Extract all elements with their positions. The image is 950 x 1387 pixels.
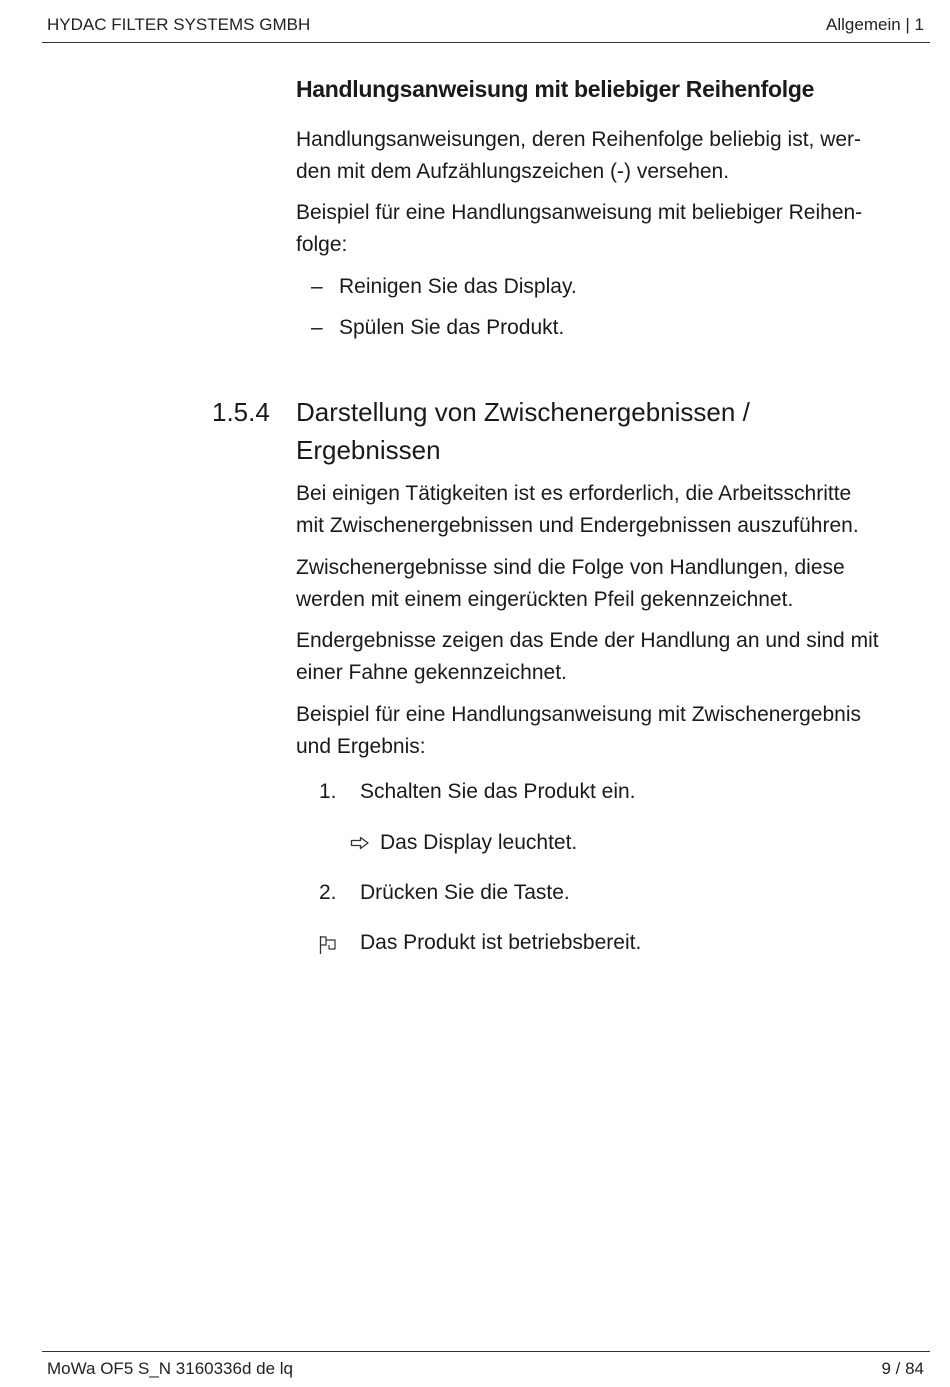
step-number: 2. xyxy=(319,881,337,904)
flag-icon xyxy=(319,933,337,964)
list-item xyxy=(311,312,564,343)
intermediate-result xyxy=(350,827,577,859)
para-line: Beispiel für eine Handlungsanweisung mit beliebiger Reihen- xyxy=(296,201,863,224)
section-number: 1.5.4 xyxy=(212,397,270,427)
step-number: 1. xyxy=(319,780,337,803)
heading-arbitrary-order: Handlungsanweisung mit beliebiger Reihenfolge xyxy=(296,76,815,102)
section-title xyxy=(296,393,896,469)
para-line: mit Zwischenergebnissen und Endergebnissen auszuführen. xyxy=(296,513,859,537)
para-line: Bei einigen Tätigkeiten ist es erforderlich, die Arbeitsschritte xyxy=(296,482,852,505)
list-item xyxy=(311,271,577,302)
paragraph-arbitrary-example xyxy=(296,197,926,260)
para-line: den mit dem Aufzählungszeichen (-) versehen. xyxy=(296,159,730,183)
final-result-text: Das Produkt ist betriebsbereit. xyxy=(360,931,642,954)
section-title-line: Ergebnissen xyxy=(296,435,441,465)
paragraph-intermediate xyxy=(296,552,926,615)
footer-document: MoWa OF5 S_N 3160336d de lq xyxy=(47,1359,294,1378)
hollow-arrow-icon xyxy=(350,828,380,859)
footer-page-number: 9 / 84 xyxy=(881,1359,924,1378)
paragraph-arbitrary-intro xyxy=(296,124,926,187)
para-line: Zwischenergebnisse sind die Folge von Handlungen, diese xyxy=(296,556,845,579)
step-text: Drücken Sie die Taste. xyxy=(360,881,570,904)
paragraph-final xyxy=(296,625,926,688)
intermediate-result-text: Das Display leuchtet. xyxy=(380,831,578,854)
step-text: Schalten Sie das Produkt ein. xyxy=(360,780,636,803)
section-title-line: Darstellung von Zwischenergebnissen / xyxy=(296,397,750,427)
header-section: Allgemein | 1 xyxy=(826,15,924,34)
paragraph-example xyxy=(296,699,926,762)
para-line: folge: xyxy=(296,232,348,256)
list-item-text: Reinigen Sie das Display. xyxy=(339,275,577,298)
footer-divider xyxy=(42,1351,930,1352)
para-line: werden mit einem eingerückten Pfeil gekennzeichnet. xyxy=(296,587,794,611)
para-line: Beispiel für eine Handlungsanweisung mit Zwischenergebnis xyxy=(296,703,861,726)
para-line: Endergebnisse zeigen das Ende der Handlung an und sind mit xyxy=(296,629,879,652)
header-divider xyxy=(42,42,930,43)
para-line: Handlungsanweisungen, deren Reihenfolge beliebig ist, wer- xyxy=(296,128,862,151)
dash-bullet: – xyxy=(311,316,323,339)
para-line: einer Fahne gekennzeichnet. xyxy=(296,660,567,684)
paragraph-intro xyxy=(296,478,926,541)
dash-bullet: – xyxy=(311,275,323,298)
header-company: HYDAC FILTER SYSTEMS GMBH xyxy=(47,15,311,34)
list-item-text: Spülen Sie das Produkt. xyxy=(339,316,565,339)
para-line: und Ergebnis: xyxy=(296,734,426,758)
